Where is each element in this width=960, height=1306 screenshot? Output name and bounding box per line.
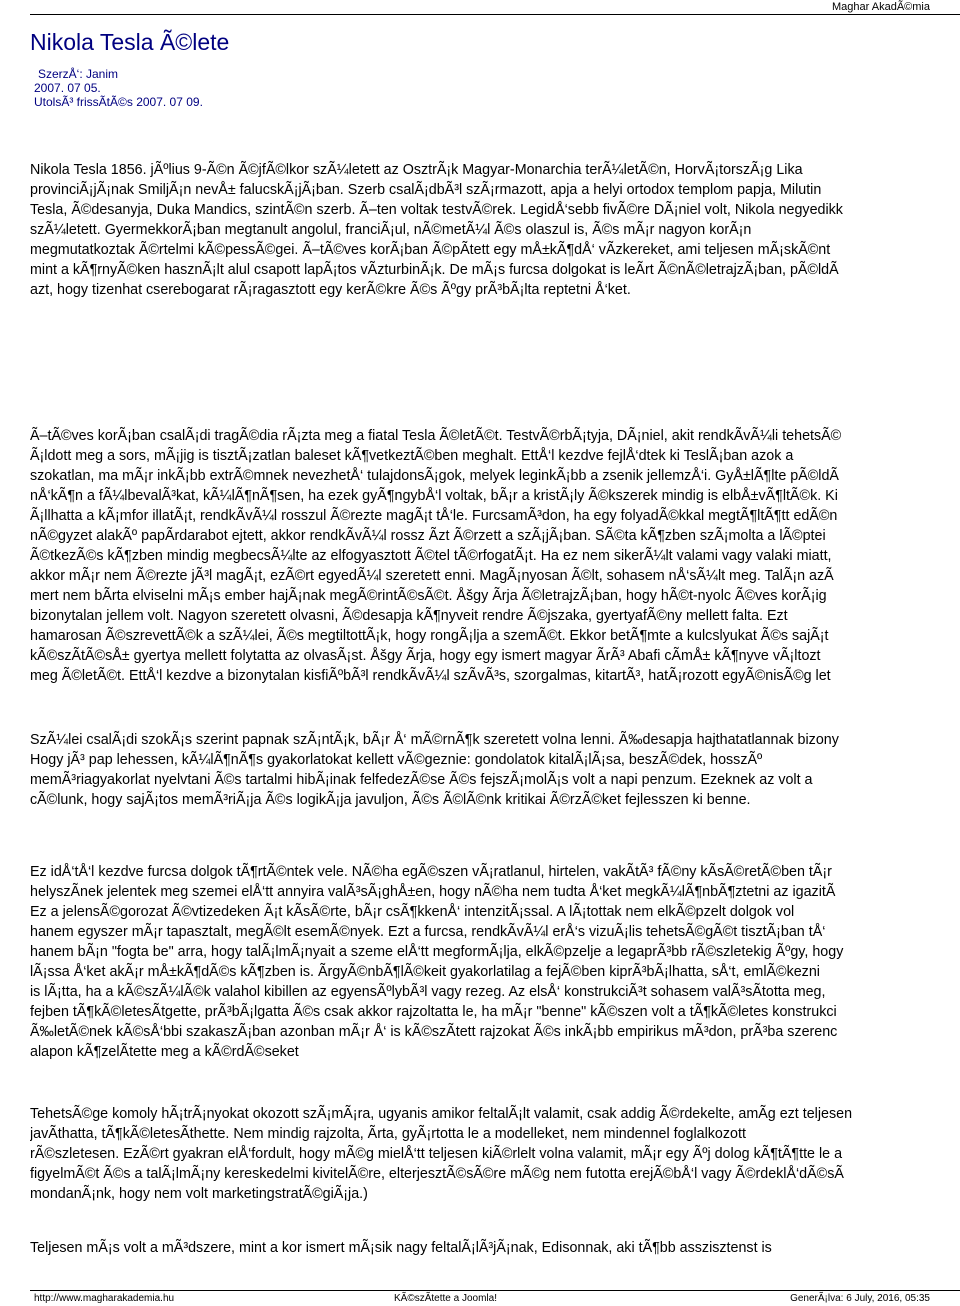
text-line: nÃ©gyzet alakÃº papÃrdarabot ejtett, akkor rendkÃvÃ¼l rossz Ãzt Ã©rzett a szÃ¡jÃ¡ban. SÃ©ta kÃ¶zben szÃ¡molta a lÃ©ptei: [30, 528, 826, 544]
text-line: szÃ¼letett. GyermekkorÃ¡ban megtanult angolul, franciÃ¡ul, nÃ©metÃ¼l Ã©s olaszul is, Ã©s mÃ¡r nagyon korÃ¡n: [30, 222, 752, 238]
text-line: Tesla, Ã©desanyja, Duka Mandics, szintÃ©n szerb. Ã–ten voltak testvÃ©rek. LegidÅ‘sebb fivÃ©re DÃ¡niel volt, Nikola negyedikk: [30, 202, 843, 218]
text-line: szokatlan, ma mÃ¡r inkÃ¡bb extrÃ©mnek nevezhetÅ‘ tulajdonsÃ¡gok, melyek leginkÃ¡bb a zsenik jellemzÅ‘i. GyÅ±lÃ¶lte pÃ©ldÃ: [30, 468, 839, 484]
article-title: Nikola Tesla Ã©lete: [30, 29, 230, 55]
text-line: Ez a jelensÃ©gorozat Ã©vtizedeken Ã¡t kÃsÃ©rte, bÃ¡r csÃ¶kkenÅ‘ intenzitÃ¡ssal. A lÃ¡tottak nem elkÃ©pzelt dolgok vol: [30, 904, 795, 920]
text-line: hanem bÃ¡n "fogta be" arra, hogy talÃ¡lmÃ¡nyait a szeme elÅ‘tt megformÃ¡lja, elkÃ©pzelje a legaprÃ³bb rÃ©szletekig Ãºgy, hogy: [30, 944, 844, 960]
text-line: figyelmÃ©t Ã©s a talÃ¡lmÃ¡ny kereskedelmi kivitelÃ©re, elterjesztÃ©sÃ©re mÃ©g nem futotta erejÃ©bÅ‘l vagy Ã©rdeklÅ‘dÃ©sÃ: [30, 1166, 844, 1182]
header-divider: [30, 14, 960, 15]
text-line: Ez idÅ‘tÅ‘l kezdve furcsa dolgok tÃ¶rtÃ©ntek vele. NÃ©ha egÃ©szen vÃ¡ratlanul, hirtelen, vakÃtÃ³ fÃ©ny kÃsÃ©retÃ©ben tÃ¡r: [30, 864, 832, 880]
text-line: Hogy jÃ³ pap lehessen, kÃ¼lÃ¶nÃ¶s gyakorlatokat kellett vÃ©geznie: gondolatok kitalÃ¡lÃ¡sa, beszÃ©dek, hosszÃº: [30, 752, 763, 768]
text-line: helyszÃnek jelentek meg szemei elÅ‘tt annyira valÃ³sÃ¡ghÅ±en, hogy nÃ©ha nem tudta Å‘ket megkÃ¼lÃ¶nbÃ¶ztetni az igazitÃ: [30, 884, 836, 900]
footer-url-link[interactable]: http://www.magharakademia.hu: [34, 1293, 175, 1304]
text-line: Ã–tÃ©ves korÃ¡ban csalÃ¡di tragÃ©dia rÃ¡zta meg a fiatal Tesla Ã©letÃ©t. TestvÃ©rbÃ¡tyja, DÃ¡niel, akit rendkÃvÃ¼li tehetsÃ©: [30, 428, 842, 444]
footer-credit: KÃ©szÃtette a Joomla!: [394, 1293, 497, 1304]
article-meta: [34, 67, 203, 109]
publish-date: 2007. 07 05.: [34, 81, 101, 95]
updated-line: UtolsÃ³ frissÃtÃ©s 2007. 07 09.: [34, 95, 203, 109]
text-line: Nikola Tesla 1856. jÃºlius 9-Ã©n Ã©jfÃ©lkor szÃ¼letett az OsztrÃ¡k Magyar-Monarchia terÃ¼letÃ©n, HorvÃ¡torszÃ¡g Lika: [30, 162, 803, 178]
text-line: hamarosan Ã©szrevettÃ©k a szÃ¼lei, Ã©s megtiltottÃ¡k, hogy rongÃ¡lja a szemÃ©t. Ekkor betÃ¶mte a kulcslyukat Ã©s sajÃ¡t: [30, 628, 829, 644]
text-line: Teljesen mÃ¡s volt a mÃ³dszere, mint a kor ismert mÃ¡sik nagy feltalÃ¡lÃ³jÃ¡nak, Edisonnak, aki tÃ¶bb asszisztenst is: [30, 1240, 772, 1256]
paragraph-3: [30, 730, 960, 810]
paragraph-5: [30, 1104, 960, 1204]
paragraph-2: [30, 426, 960, 686]
text-line: akkor mÃ¡r nem Ã©rezte jÃ³l magÃ¡t, ezÃ©rt egyedÃ¼l szeretett enni. MagÃ¡nyosan Ã©lt, sohasem nÅ‘sÃ¼lt meg. TalÃ¡n azÃ: [30, 568, 834, 584]
text-line: Ã‰letÃ©nek kÃ©sÅ‘bbi szakaszÃ¡ban azonban mÃ¡r Å‘ is kÃ©szÃtett rajzokat Ã©s inkÃ¡bb empirikus mÃ³don, prÃ³ba szerenc: [30, 1024, 838, 1040]
text-line: fejben tÃ¶kÃ©letesÃtgette, prÃ³bÃ¡lgatta Ã©s csak akkor rajzoltatta le, ha mÃ¡r "benne" kÃ©szen volt a tÃ¶kÃ©letes konstrukci: [30, 1004, 837, 1020]
text-line: Ã©tkezÃ©s kÃ¶zben mindig megbecsÃ¼lte az elfogyasztott Ã©tel tÃ©rfogatÃ¡t. Ha ez nem sikerÃ¼lt valami vagy valaki miatt,: [30, 548, 832, 564]
text-line: cÃ©lunk, hogy sajÃ¡tos memÃ³riÃ¡ja Ã©s logikÃ¡ja javuljon, Ã©s Ã©lÃ©nk kritikai Ã©rzÃ©ket fejlesszen ki benne.: [30, 792, 751, 808]
author-line: SzerzÅ‘: Janim: [38, 67, 119, 81]
text-line: nÅ‘kÃ¶n a fÃ¼lbevalÃ³kat, kÃ¼lÃ¶nÃ¶sen, ha ezek gyÃ¶ngybÅ‘l voltak, bÃ¡r a kristÃ¡ly Ã©kszerek mindig is elbÅ±vÃ¶ltÃ©k. Ki: [30, 488, 838, 504]
text-line: alapon kÃ¶zelÃtette meg a kÃ©rdÃ©seket: [30, 1044, 299, 1060]
text-line: mert nem bÃrta elviselni mÃ¡s ember hajÃ¡nak megÃ©rintÃ©sÃ©t. Åšgy Ãrja Ã©letrajzÃ¡ban, hogy hÃ©t-nyolc Ã©ves korÃ¡ig: [30, 588, 827, 604]
text-line: kÃ©szÃtÃ©sÅ± gyertya mellett folytatta az olvasÃ¡st. Åšgy Ãrja, hogy egy ismert magyar ÃrÃ³ Abafi cÃmÅ± kÃ¶nyve vÃ¡ltozt: [30, 648, 821, 664]
text-line: azt, hogy tizenhat cserebogarat rÃ¡ragasztott egy kerÃ©kre Ã©s Ãºgy prÃ³bÃ¡lta reptetni Å‘ket.: [30, 282, 631, 298]
text-line: mint a kÃ¶rnyÃ©ken hasznÃ¡lt alul csapott lapÃ¡tos vÃzturbinÃ¡k. De mÃ¡s furcsa dolgokat is leÃrt Ã©nÃ©letrajzÃ¡ban, pÃ©ldÃ: [30, 262, 839, 278]
paragraph-4: [30, 862, 960, 1062]
text-line: rÃ©szletesen. EzÃ©rt gyakran elÅ‘fordult, hogy mÃ©g mielÅ‘tt teljesen kiÃ©rlelt volna valamit, mÃ¡r egy Ãºj dolog kÃ¶tÃ¶tte le a: [30, 1146, 843, 1162]
text-line: hanem egyszer mÃ¡r tapasztalt, megÃ©lt esemÃ©nyek. Ezt a furcsa, rendkÃvÃ¼l erÅ‘s vizuÃ¡lis tehetsÃ©gÃ©t tisztÃ¡ban tÅ‘: [30, 924, 826, 940]
text-line: memÃ³riagyakorlat nyelvtani Ã©s tartalmi hibÃ¡inak felfedezÃ©se Ã©s fejszÃ¡molÃ¡s volt a napi penzum. Ezeknek az volt a: [30, 772, 813, 788]
text-line: meg Ã©letÃ©t. EttÅ‘l kezdve a bizonytalan kisfiÃºbÃ³l rendkÃvÃ¼l szÃvÃ³s, szorgalmas, kitartÃ³, hatÃ¡rozott egyÃ©nisÃ©g let: [30, 668, 831, 684]
text-line: Ã¡ldott meg a sors, mÃ¡jig is tisztÃ¡zatlan baleset kÃ¶vetkeztÃ©ben meghalt. EttÅ‘l kezdve fejlÅ‘dtek ki TeslÃ¡ban azok a: [30, 448, 794, 464]
site-name: Maghar AkadÃ©mia: [832, 1, 930, 13]
text-line: Ã¡llhatta a kÃ¡mfor illatÃ¡t, rendkÃvÃ¼l rosszul Ã©rezte magÃ¡t tÅ‘le. FurcsamÃ³don, ha egy folyadÃ©kkal megtÃ¶ltÃ¶tt edÃ©n: [30, 508, 838, 524]
text-line: javÃthatta, tÃ¶kÃ©letesÃthette. Nem mindig rajzolta, Ãrta, gyÃ¡rtotta le a modelleket, nem mindennel foglalkozott: [30, 1126, 746, 1142]
text-line: provinciÃ¡jÃ¡nak SmiljÃ¡n nevÅ± falucskÃ¡jÃ¡ban. Szerb csalÃ¡dbÃ³l szÃ¡rmazott, apja a helyi ortodox templom papja, Milutin: [30, 182, 822, 198]
text-line: mondanÃ¡nk, hogy nem volt marketingstratÃ©giÃ¡ja.): [30, 1186, 368, 1202]
paragraph-1: [30, 160, 960, 300]
text-line: TehetsÃ©ge komoly hÃ¡trÃ¡nyokat okozott szÃ¡mÃ¡ra, ugyanis amikor feltalÃ¡lt valamit, csak addig Ã©rdekelte, amÃg ezt teljesen: [30, 1106, 853, 1122]
text-line: megmutatkoztak Ã©rtelmi kÃ©pessÃ©gei. Ã–tÃ©ves korÃ¡ban Ã©pÃtett egy mÅ±kÃ¶dÅ‘ vÃzkereket, ami teljesen mÃ¡skÃ©nt: [30, 242, 831, 258]
text-line: is lÃ¡tta, ha a kÃ©szÃ¼lÃ©k valahol kibillen az egyensÃºlybÃ³l vagy rezeg. Az elsÅ‘ konstrukciÃ³t sohasem valÃ³sÃtotta meg,: [30, 984, 826, 1000]
page-footer: [30, 1290, 960, 1304]
text-line: bizonytalan jellem volt. Nagyon szeretett olvasni, Ã©desapja kÃ¶nyveit rendre Ã©jszaka, gyertyafÃ©ny mellett falta. Ezt: [30, 608, 788, 624]
text-line: SzÃ¼lei csalÃ¡di szokÃ¡s szerint papnak szÃ¡ntÃ¡k, bÃ¡r Å‘ mÃ©rnÃ¶k szeretett volna lenni. Ã‰desapja hajthatatlannak bizony: [30, 732, 839, 748]
paragraph-6: [30, 1238, 960, 1258]
text-line: lÃ¡ssa Å‘ket akÃ¡r mÅ±kÃ¶dÃ©s kÃ¶zben is. ÃrgyÃ©nbÃ¶lÃ©keit gyakorlatilag a fejÃ©ben kiprÃ³bÃ¡lhatta, sÅ‘t, emlÃ©kezni: [30, 964, 820, 980]
footer-generated: GenerÃ¡lva: 6 July, 2016, 05:35: [790, 1293, 930, 1304]
